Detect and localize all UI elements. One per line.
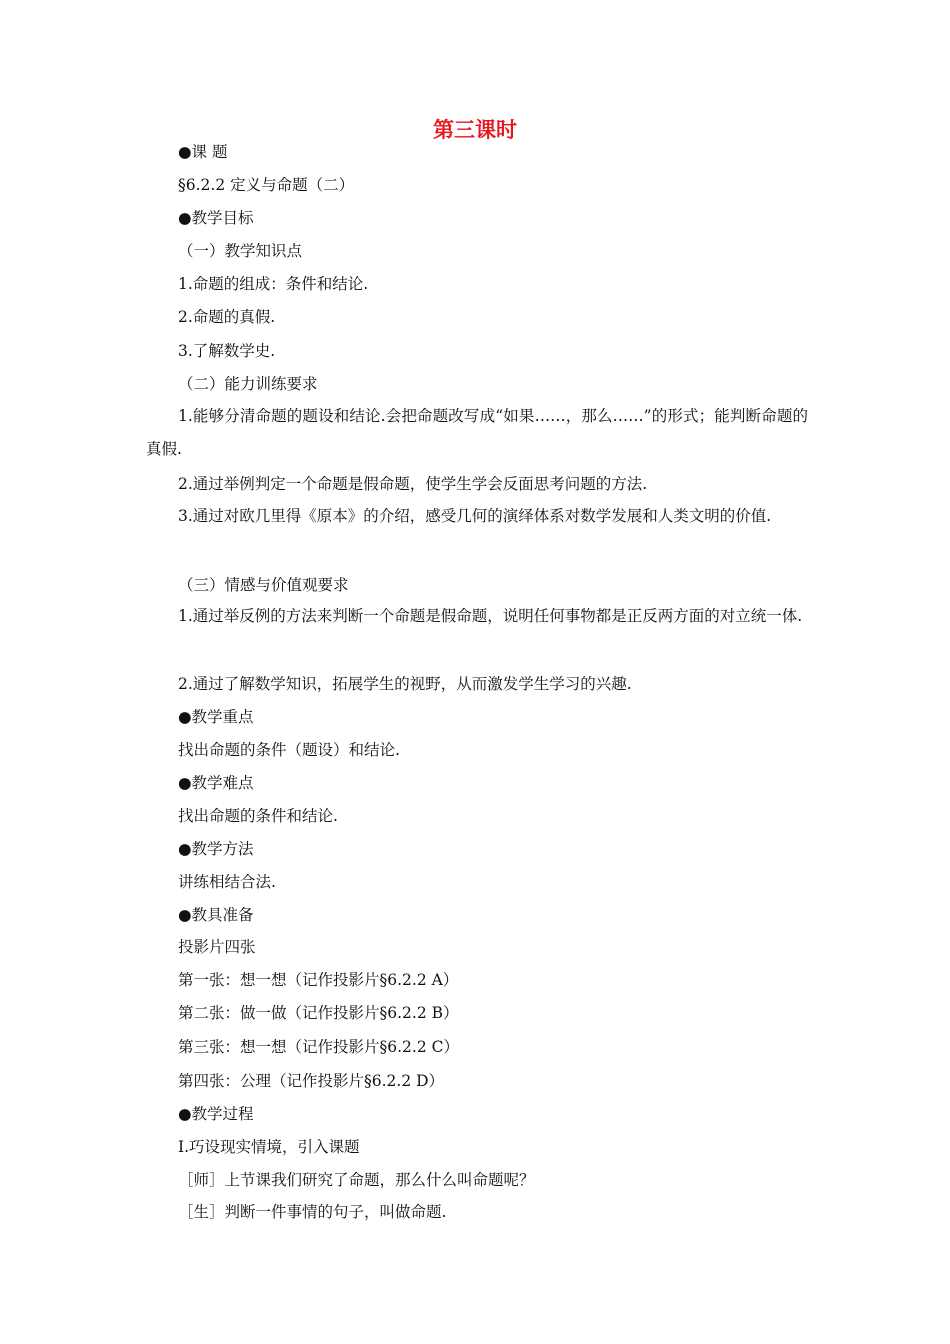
emotion-heading: （三）情感与价值观要求 [178, 576, 349, 594]
tools-text: 投影片四张 [178, 938, 256, 956]
slide-item: 第三张：想一想（记作投影片§6.2.2 C） [178, 1038, 459, 1056]
slide-item: 第二张：做一做（记作投影片§6.2.2 B） [178, 1004, 459, 1022]
key-heading: ●教学重点 [178, 708, 254, 726]
ability-item: 2.通过举例判定一个命题是假命题，使学生学会反面思考问题的方法. [178, 475, 648, 493]
knowledge-heading: （一）教学知识点 [178, 242, 303, 260]
process-heading: ●教学过程 [178, 1105, 254, 1123]
difficulty-text: 找出命题的条件和结论. [178, 807, 338, 825]
key-text: 找出命题的条件（题设）和结论. [178, 741, 400, 759]
process-item: ［师］上节课我们研究了命题，那么什么叫命题呢？ [178, 1171, 535, 1189]
ability-item: 1.能够分清命题的题设和结论.会把命题改写成“如果……，那么……”的形式；能判断命题的真假. [146, 407, 808, 458]
ability-heading: （二）能力训练要求 [178, 375, 318, 393]
slide-item: 第四张：公理（记作投影片§6.2.2 D） [178, 1072, 445, 1090]
method-heading: ●教学方法 [178, 840, 254, 858]
ability-item: 3.通过对欧几里得《原本》的介绍，感受几何的演绎体系对数学发展和人类文明的价值. [178, 507, 772, 525]
method-text: 讲练相结合法. [178, 873, 276, 891]
objectives-heading: ●教学目标 [178, 209, 254, 227]
knowledge-item: 2.命题的真假. [178, 308, 276, 326]
lesson-title: 第三课时 [433, 118, 517, 142]
knowledge-item: 3.了解数学史. [178, 342, 276, 360]
slide-item: 第一张：想一想（记作投影片§6.2.2 A） [178, 971, 459, 989]
knowledge-item: 1.命题的组成：条件和结论. [178, 275, 369, 293]
emotion-item: 1.通过举反例的方法来判断一个命题是假命题，说明任何事物都是正反两方面的对立统一体. [178, 607, 803, 625]
emotion-item: 2.通过了解数学知识，拓展学生的视野，从而激发学生学习的兴趣. [178, 675, 632, 693]
difficulty-heading: ●教学难点 [178, 774, 254, 792]
topic-heading: ●课 题 [178, 143, 228, 161]
process-item: ［生］判断一件事情的句子，叫做命题. [178, 1203, 447, 1221]
process-item: Ⅰ.巧设现实情境，引入课题 [178, 1138, 360, 1156]
tools-heading: ●教具准备 [178, 906, 254, 924]
topic-text: §6.2.2 定义与命题（二） [178, 176, 355, 194]
